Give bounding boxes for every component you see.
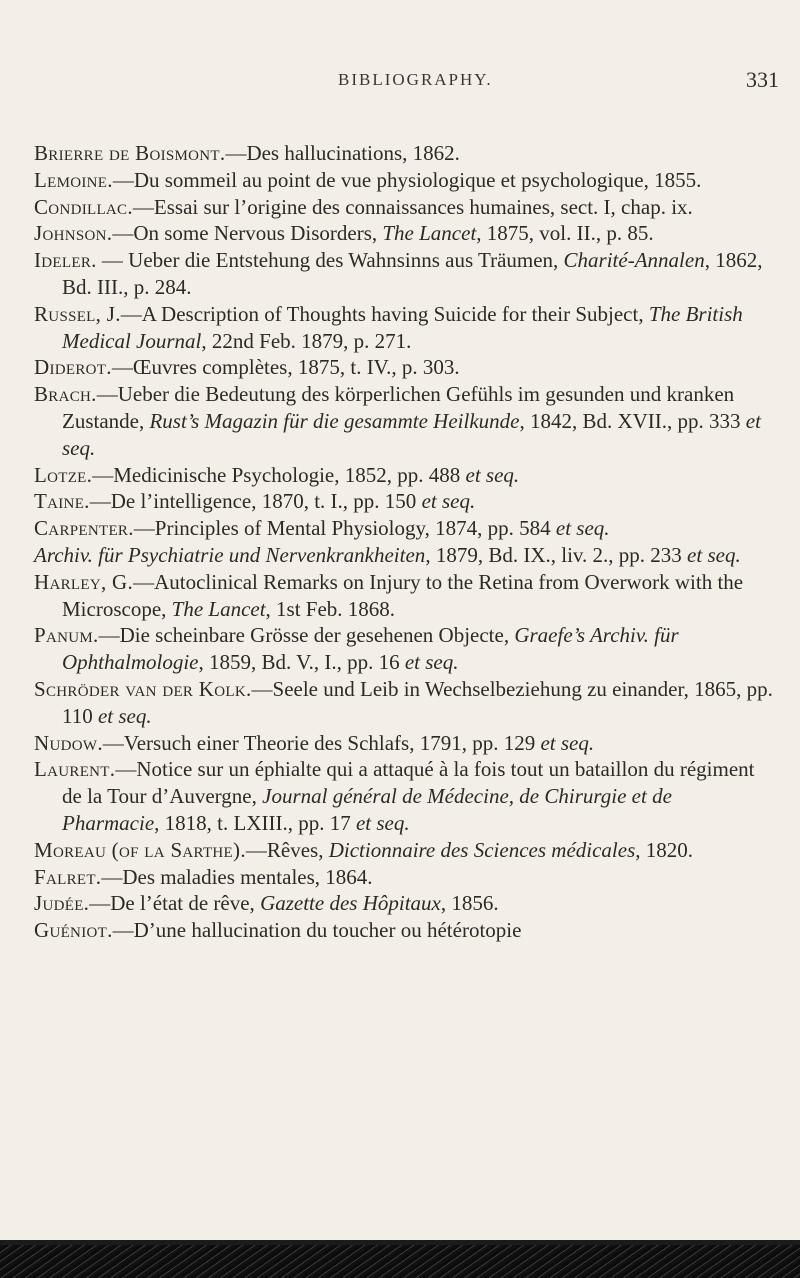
entry-text: —Autoclinical Remarks on Injury to the Retina from Overwork with the Microscope,: [62, 569, 744, 621]
entry-author: Moreau (of la Sarthe).: [34, 837, 246, 862]
entry-title-italic: Archiv. für Psychiatrie und Nervenkrankheiten: [34, 542, 426, 567]
page-bottom-edge: [0, 1240, 800, 1278]
entry-text: —Versuch einer Theorie des Schlafs, 1791, pp. 129: [102, 730, 541, 755]
entry-title-italic: Journal général de Médecine, de Chirurgie et de Pharmacie: [62, 784, 672, 835]
entry-author: Brierre de Boismont.: [34, 141, 226, 165]
entry-text: , 1875, vol. II., p. 85.: [476, 221, 654, 246]
bibliography-entry: [34, 756, 774, 836]
bibliography-entry: [34, 569, 774, 623]
bibliography-entry: [34, 462, 774, 489]
bibliography-entry: [34, 381, 774, 461]
entry-text: —Du sommeil au point de vue physiologique et psychologique, 1855.: [112, 167, 702, 192]
entry-text: , 1st Feb. 1868.: [265, 596, 396, 621]
entry-author: Judée.: [34, 891, 90, 916]
entry-author: Ideler.: [34, 248, 97, 273]
entry-title-italic: Gazette des Hôpitaux: [260, 891, 441, 916]
entry-author: Brach.: [34, 382, 97, 407]
entry-author: Lotze.: [34, 462, 93, 487]
bibliography-entry: [34, 167, 774, 194]
entry-author: Harley, G.: [34, 569, 134, 594]
entry-text: , 1818, t. LXIII., pp. 17: [154, 810, 356, 835]
entry-text: —De l’intelligence, 1870, t. I., pp. 150: [89, 489, 422, 514]
bibliography-entry: [34, 890, 774, 917]
entry-text: —Principles of Mental Physiology, 1874, pp. 584: [133, 516, 556, 541]
entry-title-italic: et seq.: [404, 650, 459, 675]
entry-text: , 1842, Bd. XVII., pp. 333: [519, 408, 746, 433]
entry-text: —Ueber die Bedeutung des körperlichen Gefühls im gesunden und kranken Zustande,: [62, 382, 735, 433]
entry-text: —Rêves,: [245, 837, 329, 862]
entry-title-italic: The Lancet: [382, 221, 477, 246]
entry-title-italic: et seq.: [355, 810, 410, 835]
entry-author: Diderot.: [34, 355, 112, 380]
entry-author: Nudow.: [34, 730, 103, 755]
entry-author: Condillac.: [34, 194, 133, 219]
page-number: 331: [746, 67, 779, 92]
entry-text: —Medicinische Psychologie, 1852, pp. 488: [92, 462, 466, 487]
bibliography-entry: [34, 488, 774, 515]
entry-text: —D’une hallucination du toucher ou hétérotopie: [112, 918, 522, 943]
entry-author: Falret.: [34, 864, 102, 889]
entry-text: —Notice sur un éphialte qui a attaqué à la fois tout un bataillon du régiment de la Tour d’Auvergne,: [62, 757, 755, 809]
bibliography-entry: [34, 194, 774, 221]
entry-title-italic: The British Medical Journal: [62, 301, 743, 353]
entry-title-italic: et seq.: [421, 489, 476, 514]
entry-text: —Seele und Leib in Wechselbeziehung zu einander, 1865, pp. 110: [62, 676, 773, 728]
entry-text: , 1856.: [440, 891, 499, 916]
entry-title-italic: et seq.: [62, 408, 761, 460]
entry-text: —Des hallucinations, 1862.: [225, 141, 460, 165]
entry-title-italic: et seq.: [465, 462, 520, 487]
entry-title-italic: Dictionnaire des Sciences médicales: [328, 837, 636, 862]
entry-author: Russel, J.: [34, 301, 121, 326]
entry-title-italic: Charité-Annalen: [563, 248, 705, 273]
bibliography-entry: [34, 140, 774, 167]
entry-author: Laurent.: [34, 757, 116, 782]
bibliography-entry: [34, 515, 774, 542]
entry-author: Johnson.: [34, 221, 113, 246]
entry-title-italic: et seq.: [687, 542, 741, 567]
running-head: [0, 67, 800, 100]
entry-title-italic: Rust’s Magazin für die gesammte Heilkunde: [149, 408, 520, 433]
bibliography-entry: [34, 622, 774, 676]
entry-author: Lemoine.: [34, 167, 113, 192]
bibliography-entry: [34, 864, 774, 891]
entry-text: , 1879, Bd. IX., liv. 2., pp. 233: [425, 542, 688, 567]
entry-author: Carpenter.: [34, 516, 134, 541]
entry-text: — Ueber die Entstehung des Wahnsinns aus Träumen,: [96, 248, 564, 273]
entry-text: —Essai sur l’origine des connaissances humaines, sect. I, chap. ix.: [132, 194, 693, 219]
bibliography-entry: [34, 730, 774, 757]
bibliography-list: [34, 140, 774, 944]
entry-author: Guéniot.: [34, 918, 113, 943]
entry-text: —Des maladies mentales, 1864.: [101, 864, 373, 889]
bibliography-entry: [34, 837, 774, 864]
entry-title-italic: et seq.: [555, 516, 610, 541]
entry-title-italic: et seq.: [97, 703, 152, 728]
bibliography-entry: [34, 676, 774, 730]
bibliography-entry: [34, 354, 774, 381]
bibliography-entry: [34, 247, 774, 301]
entry-title-italic: et seq.: [540, 730, 595, 755]
bibliography-entry: [34, 220, 774, 247]
entry-title-italic: The Lancet: [171, 596, 266, 621]
entry-text: , 1859, Bd. V., I., pp. 16: [198, 650, 405, 675]
entry-text: —On some Nervous Disorders,: [112, 221, 383, 246]
bibliography-entry: [34, 917, 774, 944]
running-title: BIBLIOGRAPHY.: [338, 70, 493, 89]
entry-author: Panum.: [34, 623, 99, 648]
entry-text: , 1862, Bd. III., p. 284.: [62, 248, 763, 299]
entry-author: Taine.: [34, 489, 90, 514]
entry-text: , 22nd Feb. 1879, p. 271.: [201, 328, 412, 353]
entry-text: —A Description of Thoughts having Suicide for their Subject,: [120, 301, 649, 326]
entry-title-italic: Graefe’s Archiv. für Ophthalmologie: [62, 623, 679, 675]
bibliography-entry: [34, 301, 774, 355]
entry-text: —Œuvres complètes, 1875, t. IV., p. 303.: [111, 355, 460, 380]
entry-text: —Die scheinbare Grösse der gesehenen Objecte,: [98, 623, 515, 648]
entry-author: Schröder van der Kolk.: [34, 676, 252, 701]
entry-text: , 1820.: [635, 837, 693, 862]
bibliography-entry: [34, 542, 774, 569]
entry-text: —De l’état de rêve,: [89, 891, 261, 916]
